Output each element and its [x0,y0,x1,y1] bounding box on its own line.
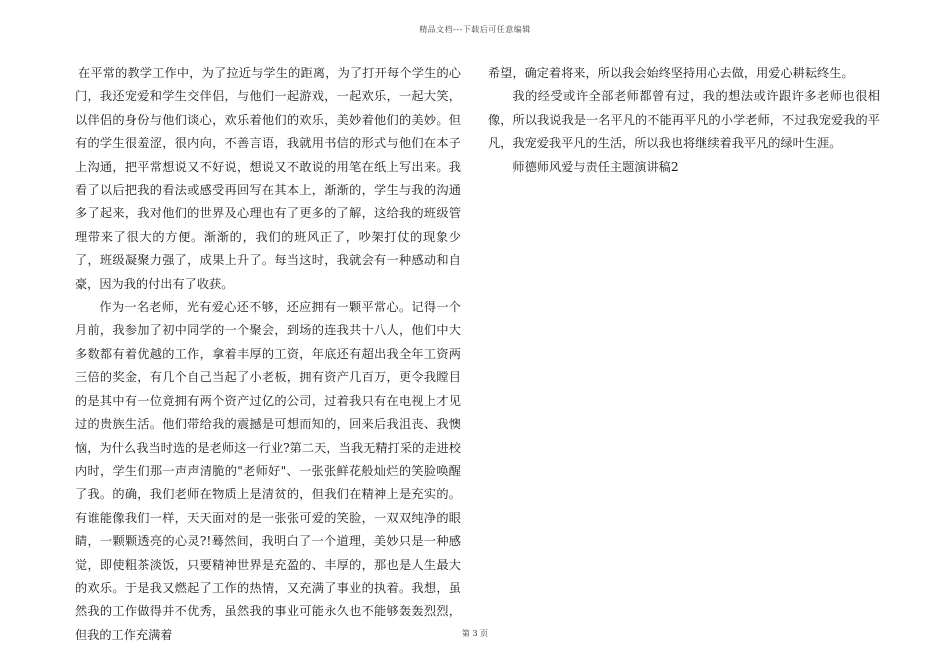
paragraph-continued: 希望，确定着将来，所以我会始终坚持用心去做，用爱心耕耘终生。 [488,66,854,80]
paragraph-3: 我的经受或许全部老师都曾有过，我的想法或许跟许多老师也很相像，所以我说我是一名平凡的不能再平凡的小学老师，不过我宠爱我的平凡，我宠爱我平凡的生活，所以我也将继续着我平凡的绿叶生涯。 [488,89,880,151]
left-column [75,62,461,647]
paragraph-1: 在平常的教学工作中，为了拉近与学生的距离，为了打开每个学生的心门，我还宠爱和学生交伴侣，与他们一起游戏，一起欢乐，一起大笑，以伴侣的身份与他们谈心，欢乐着他们的欢乐，美妙着他们的美妙。但有的学生很羞涩，很内向，不善言语，我就用书信的形式与他们在本子上沟通，把平常想说又不好说，想说又不敢说的用笔在纸上写出来。我看了以后把我的看法或感受再回写在其本上，渐渐的，学生与我的沟通多了起来，我对他们的世界及心理也有了更多的了解，这给我的班级管理带来了很大的方便。渐渐的，我们的班风正了，吵架打仗的现象少了，班级凝聚力强了，成果上升了。每当这时，我就会有一种感动和自豪，因为我的付出有了收获。 [75,66,461,291]
paragraph-2: 作为一名老师，光有爱心还不够，还应拥有一颗平常心。记得一个月前，我参加了初中同学的一个聚会，到场的连我共十八人，他们中大多数都有着优越的工作，拿着丰厚的工资，年底还有超出我全年工资两三倍的奖金，有几个自己当起了小老板，拥有资产几百万，更令我瞠目的是其中有一位竟拥有两个资产过亿的公司，过着我只有在电视上才见过的贵族生活。他们带给我的震撼是可想而知的，回来后我沮丧、我懊恼，为什么我当时选的是老师这一行业?第二天，当我无精打采的走进校内时，学生们那一声声清脆的"老师好"、一张张鲜花般灿烂的笑脸唤醒了我。的确，我们老师在物质上是清贫的，但我们在精神上是充实的。有谁能像我们一样，天天面对的是一张张可爱的笑脸，一双双纯净的眼睛，一颗颗透亮的心灵?!蓦然间，我明白了一个道理，美妙只是一种感觉，即使粗茶淡饭，只要精神世界是充盈的、丰厚的，那也是人生最大的欢乐。于是我又燃起了工作的热情，又充满了事业的执着。我想，虽然我的工作做得并不优秀，虽然我的事业可能永久也不能够轰轰烈烈，但我的工作充满着 [75,300,461,642]
page-header: 精品文档---下载后可任意编辑 [419,25,531,34]
page-number: 第 3 页 [461,629,489,638]
section-title: 师德师风爱与责任主题演讲稿2 [512,159,679,174]
right-column [488,62,880,179]
